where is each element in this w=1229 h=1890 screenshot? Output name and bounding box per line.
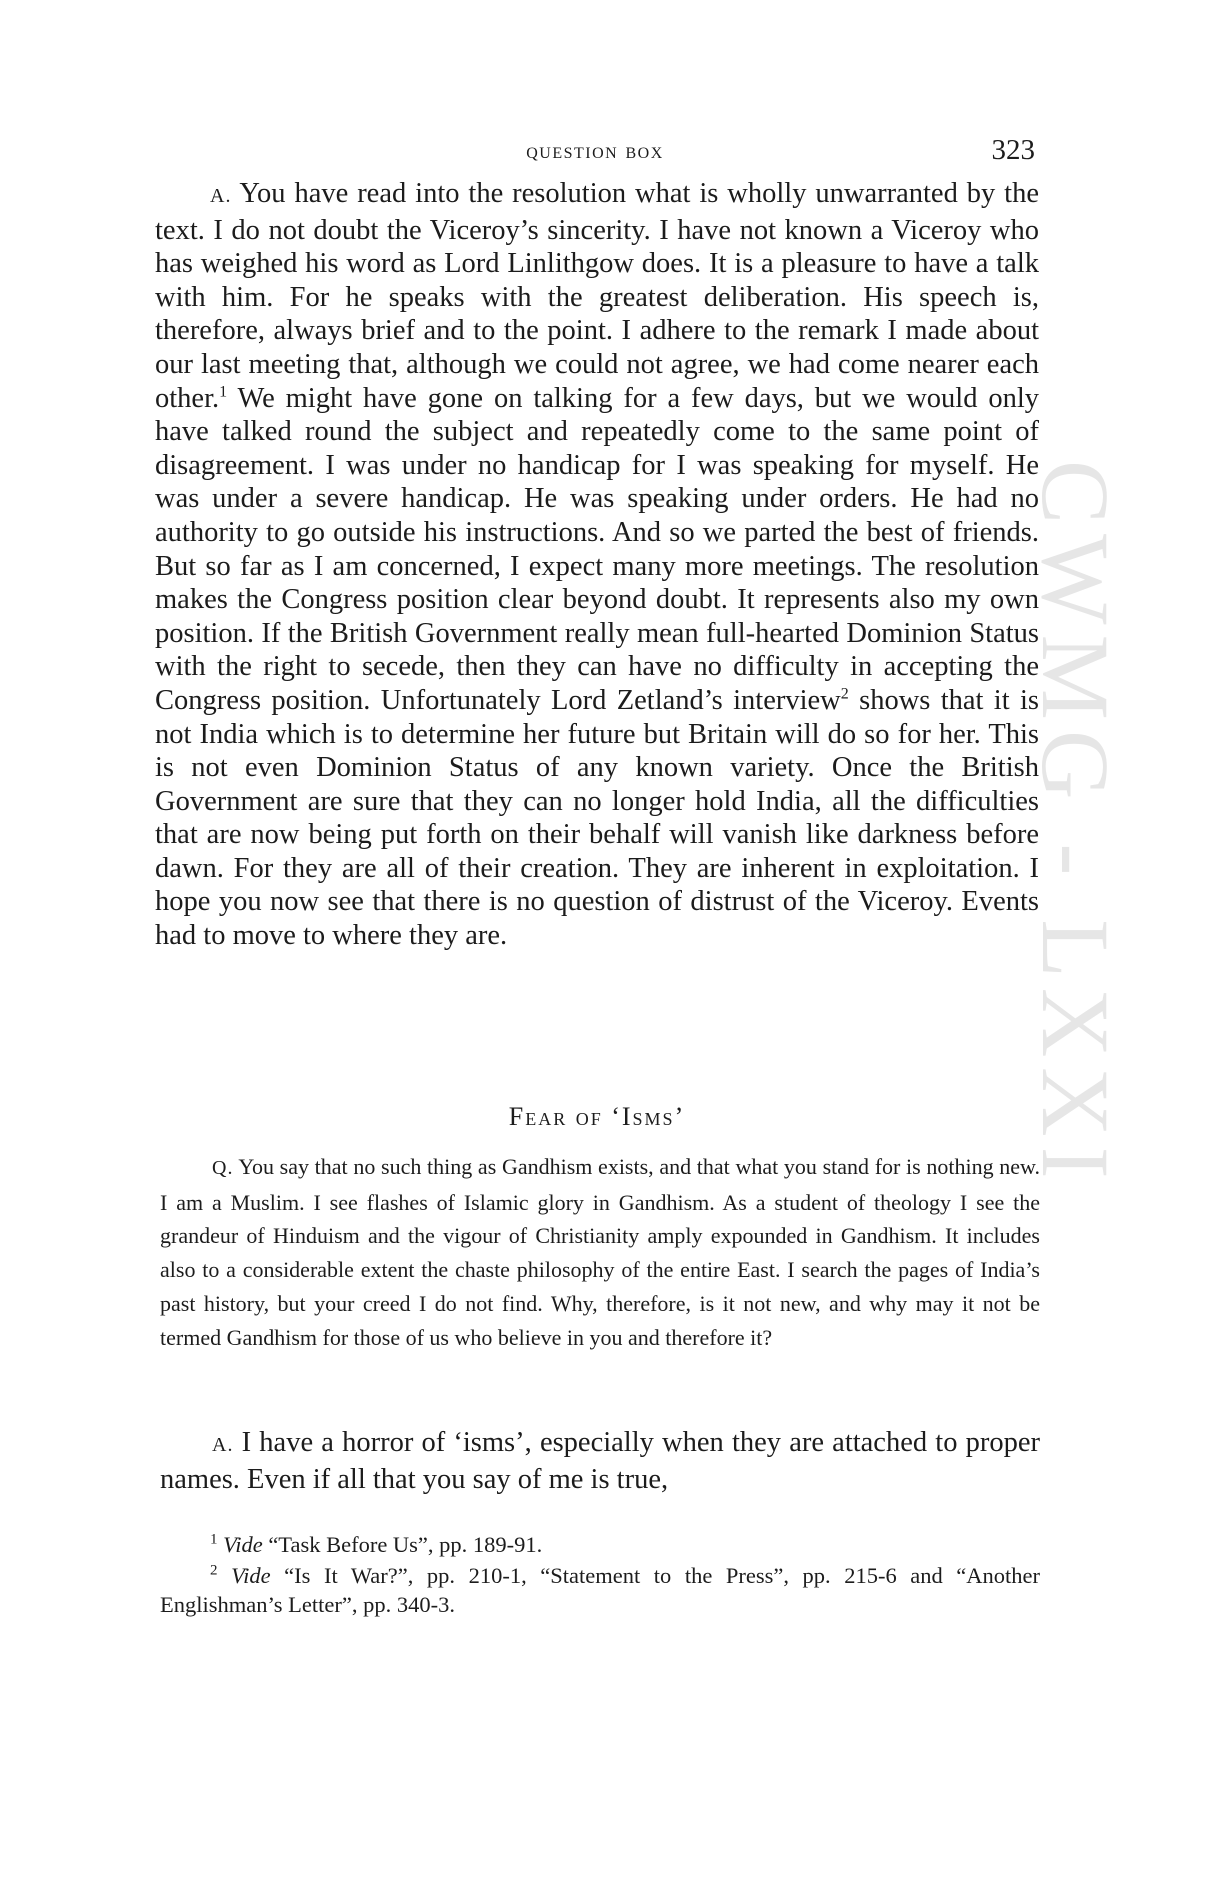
page-header (155, 134, 1035, 174)
question-label: Q. (212, 1157, 234, 1179)
footnote-ref-1: 1 (219, 383, 228, 401)
answer-label-2: A. (212, 1434, 234, 1456)
footnotes (160, 1530, 1040, 1621)
footnote-text-1: “Task Before Us”, pp. 189-91. (262, 1532, 543, 1557)
section-heading (155, 1102, 1039, 1132)
answer-text-part-1: You have read into the resolution what is wholly unwarranted by the text. I do not doubt the Viceroy’s sincerity. I have not known a Viceroy who has weighed his word as Lord Linlithgow does. It is a pleasure to have a talk with him. For he speaks with the greatest deliberation. His speech is, therefore, always brief and to the point. I adhere to the remark I made about our last meeting that, although we could not agree, we had come nearer each other. (155, 178, 1039, 414)
watermark: CWMG - LXXI (1022, 460, 1129, 1189)
answer-paragraph-1 (155, 177, 1039, 953)
footnote-marker-1: 1 (210, 1531, 218, 1548)
footnote-ref-2: 2 (840, 685, 849, 703)
answer-text-part-2: We might have gone on talking for a few days, but we would only have talked round the subject and repeatedly come to the same point of disagreement. I was under no handicap for I was speaking for myself. He was under a severe handicap. He was speaking under orders. He had no authority to go outside his instructions. And so we parted the best of friends. But so far as I am concerned, I expect many more meetings. The resolution makes the Congress position clear beyond doubt. It represents also my own position. If the British Government really mean full-hearted Dominion Status with the right to secede, then they can have no difficulty in accepting the Congress position. Unfortunately Lord Zetland’s interview (155, 382, 1039, 716)
section-heading-text: Fear of ‘Isms’ (508, 1102, 686, 1131)
answer-text-2: I have a horror of ‘isms’, especially when they are attached to proper names. Even if all that you say of me is true, (160, 1427, 1040, 1495)
question-paragraph (160, 1150, 1040, 1354)
footnote-vide-2: Vide (231, 1563, 271, 1588)
answer-label: A. (210, 185, 232, 207)
answer-paragraph-2 (160, 1426, 1040, 1496)
footnote-1 (160, 1530, 1040, 1559)
running-head: question box (526, 138, 664, 163)
footnote-marker-2: 2 (210, 1562, 218, 1579)
page-number: 323 (991, 134, 1035, 166)
footnote-text-2: “Is It War?”, pp. 210-1, “Statement to the Press”, pp. 215-6 and “Another Englishman’s Letter”, pp. 340-3. (160, 1563, 1041, 1617)
footnote-2 (160, 1561, 1040, 1619)
question-text: You say that no such thing as Gandhism exists, and that what you stand for is nothing new. I am a Muslim. I see flashes of Islamic glory in Gandhism. As a student of theology I see the grandeur of Hinduism and the vigour of Christianity amply expounded in Gandhism. It includes also to a considerable extent the chaste philosophy of the entire East. I search the pages of India’s past history, but your creed I do not find. Why, therefore, is it not new, and why may it not be termed Gandhism for those of us who believe in you and therefore it? (160, 1154, 1040, 1350)
footnote-vide-1: Vide (223, 1532, 263, 1557)
answer-text-part-3: shows that it is not India which is to determine her future but Britain will do so for her. This is not even Dominion Status of any known variety. Once the British Government are sure that they can no longer hold India, all the difficulties that are now being put forth on their behalf will vanish like darkness before dawn. For they are all of their creation. They are inherent in exploitation. I hope you now see that there is no question of distrust of the Viceroy. Events had to move to where they are. (155, 684, 1039, 952)
